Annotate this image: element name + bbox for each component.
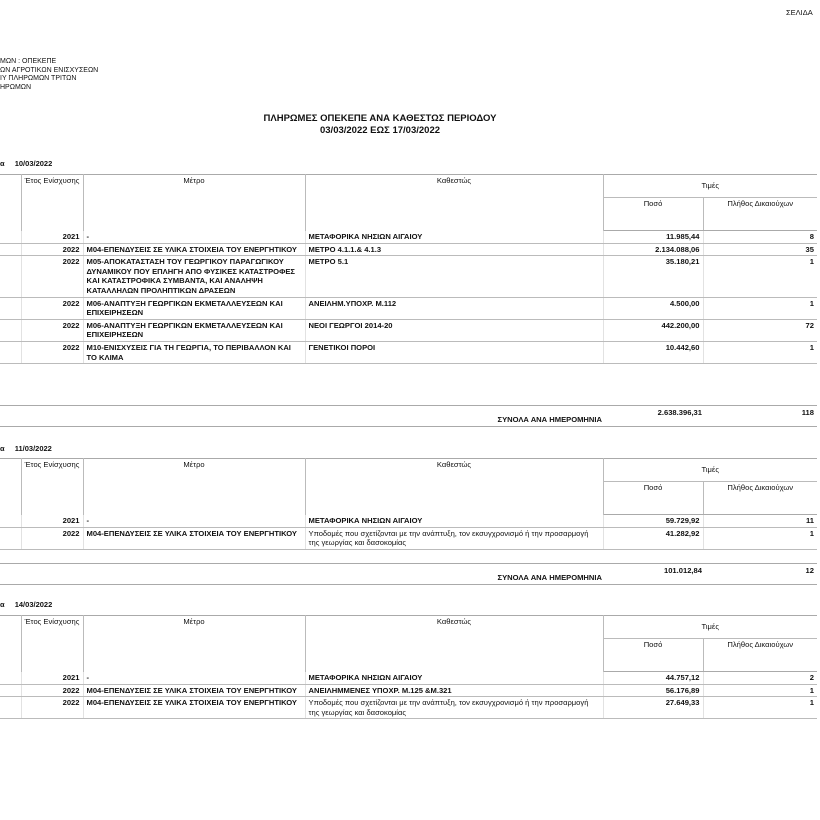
cell-count: 1	[703, 341, 817, 363]
date-prefix: α	[0, 600, 5, 609]
totals-label: ΣΥΝΟΛΑ ΑΝΑ ΗΜΕΡΟΜΗΝΙΑ	[0, 564, 605, 585]
cell-count: 72	[703, 319, 817, 341]
cell-scheme: ΓΕΝΕΤΙΚΟΙ ΠΟΡΟΙ	[305, 341, 603, 363]
cell-count: 1	[703, 527, 817, 549]
cell-measure: Μ06-ΑΝΑΠΤΥΞΗ ΓΕΩΡΓΙΚΩΝ ΕΚΜΕΤΑΛΛΕΥΣΕΩΝ ΚΑΙ ΕΠΙΧΕΙΡΗΣΕΩΝ	[83, 319, 305, 341]
table-row	[0, 697, 817, 719]
organization-header	[0, 58, 98, 92]
cell-year: 2022	[21, 527, 83, 549]
header-year: Έτος Ενίσχυσης	[21, 616, 83, 672]
table-row	[0, 341, 817, 363]
page-label: ΣΕΛΙΔΑ	[786, 8, 813, 17]
cell-amount: 442.200,00	[603, 319, 703, 341]
date-prefix: α	[0, 444, 5, 453]
cell-amount: 2.134.088,06	[603, 243, 703, 256]
cell-count: 2	[703, 672, 817, 685]
header-blank	[0, 616, 21, 672]
cell-scheme: ΑΝΕΙΛΗΜΜΕΝΕΣ ΥΠΟΧΡ. Μ.125 &Μ.321	[305, 684, 603, 697]
cell-count: 35	[703, 243, 817, 256]
cell-year: 2022	[21, 341, 83, 363]
header-count: Πλήθος Δικαιούχων	[703, 198, 817, 231]
header-count: Πλήθος Δικαιούχων	[703, 639, 817, 672]
cell-amount: 44.757,12	[603, 672, 703, 685]
cell-scheme: ΜΕΤΡΟ 4.1.1.& 4.1.3	[305, 243, 603, 256]
cell-scheme: ΑΝΕΙΛΗΜ.ΥΠΟΧΡ. Μ.112	[305, 297, 603, 319]
header-amount: Ποσό	[603, 639, 703, 672]
table-header-row	[0, 616, 817, 639]
cell-amount: 27.649,33	[603, 697, 703, 719]
totals-row	[0, 563, 817, 585]
cell-year: 2021	[21, 231, 83, 244]
date-prefix: α	[0, 159, 5, 168]
table-header-row	[0, 175, 817, 198]
cell-amount: 41.282,92	[603, 527, 703, 549]
totals-label: ΣΥΝΟΛΑ ΑΝΑ ΗΜΕΡΟΜΗΝΙΑ	[0, 406, 605, 427]
cell-year: 2022	[21, 684, 83, 697]
date-group-label	[0, 600, 52, 609]
cell-measure: Μ04-ΕΠΕΝΔΥΣΕΙΣ ΣΕ ΥΛΙΚΑ ΣΤΟΙΧΕΙΑ ΤΟΥ ΕΝΕΡΓΗΤΙΚΟΥ	[83, 243, 305, 256]
cell-count: 1	[703, 697, 817, 719]
header-blank	[0, 175, 21, 231]
report-period: 03/03/2022 ΕΩΣ 17/03/2022	[319, 125, 441, 136]
header-count: Πλήθος Δικαιούχων	[703, 482, 817, 515]
cell-measure: Μ10-ΕΝΙΣΧΥΣΕΙΣ ΓΙΑ ΤΗ ΓΕΩΡΓΙΑ, ΤΟ ΠΕΡΙΒΑΛΛΟΝ ΚΑΙ ΤΟ ΚΛΙΜΑ	[83, 341, 305, 363]
cell-measure: -	[83, 515, 305, 528]
cell-count: 8	[703, 231, 817, 244]
totals-amount: 2.638.396,31	[605, 406, 705, 427]
header-amount: Ποσό	[603, 198, 703, 231]
date-value: 11/03/2022	[14, 444, 52, 453]
cell-year: 2022	[21, 319, 83, 341]
cell-amount: 59.729,92	[603, 515, 703, 528]
cell-scheme: ΜΕΤΑΦΟΡΙΚΑ ΝΗΣΙΩΝ ΑΙΓΑΙΟΥ	[305, 231, 603, 244]
table-row	[0, 256, 817, 297]
cell-measure: Μ04-ΕΠΕΝΔΥΣΕΙΣ ΣΕ ΥΛΙΚΑ ΣΤΟΙΧΕΙΑ ΤΟΥ ΕΝΕΡΓΗΤΙΚΟΥ	[83, 527, 305, 549]
cell-year: 2021	[21, 515, 83, 528]
date-group-label	[0, 444, 52, 453]
cell-scheme: Υποδομές που σχετίζονται με την ανάπτυξη, τον εκσυγχρονισμό ή την προσαρμογή της γεωργίας και δασοκομίας	[305, 697, 603, 719]
header-year: Έτος Ενίσχυσης	[21, 175, 83, 231]
cell-count: 1	[703, 297, 817, 319]
cell-scheme: ΜΕΤΡΟ 5.1	[305, 256, 603, 297]
totals-amount: 101.012,84	[605, 564, 705, 585]
payments-table	[0, 615, 817, 719]
header-amount: Ποσό	[603, 482, 703, 515]
header-measure: Μέτρο	[83, 175, 305, 231]
cell-amount: 56.176,89	[603, 684, 703, 697]
header-values: Τιμές	[603, 616, 817, 639]
org-line-3: ΙΥ ΠΛΗΡΩΜΩΝ ΤΡΙΤΩΝ	[0, 75, 77, 82]
cell-measure: -	[83, 231, 305, 244]
cell-measure: Μ04-ΕΠΕΝΔΥΣΕΙΣ ΣΕ ΥΛΙΚΑ ΣΤΟΙΧΕΙΑ ΤΟΥ ΕΝΕΡΓΗΤΙΚΟΥ	[83, 684, 305, 697]
header-values: Τιμές	[603, 175, 817, 198]
report-title: ΠΛΗΡΩΜΕΣ ΟΠΕΚΕΠΕ ΑΝΑ ΚΑΘΕΣΤΩΣ ΠΕΡΙΟΔΟΥ	[263, 113, 497, 124]
org-line-1: ΜΩΝ : ΟΠΕΚΕΠΕ	[0, 58, 57, 65]
cell-amount: 10.442,60	[603, 341, 703, 363]
date-group-label	[0, 159, 52, 168]
totals-row	[0, 405, 817, 427]
table-row	[0, 297, 817, 319]
header-scheme: Καθεστώς	[305, 175, 603, 231]
header-scheme: Καθεστώς	[305, 459, 603, 515]
cell-scheme: ΜΕΤΑΦΟΡΙΚΑ ΝΗΣΙΩΝ ΑΙΓΑΙΟΥ	[305, 672, 603, 685]
payments-table	[0, 458, 817, 550]
cell-amount: 35.180,21	[603, 256, 703, 297]
table-row	[0, 231, 817, 244]
totals-count: 118	[705, 406, 817, 427]
header-blank	[0, 459, 21, 515]
cell-year: 2022	[21, 243, 83, 256]
table-row	[0, 527, 817, 549]
header-scheme: Καθεστώς	[305, 616, 603, 672]
cell-measure: -	[83, 672, 305, 685]
header-year: Έτος Ενίσχυσης	[21, 459, 83, 515]
payments-table	[0, 174, 817, 364]
cell-measure: Μ06-ΑΝΑΠΤΥΞΗ ΓΕΩΡΓΙΚΩΝ ΕΚΜΕΤΑΛΛΕΥΣΕΩΝ ΚΑΙ ΕΠΙΧΕΙΡΗΣΕΩΝ	[83, 297, 305, 319]
header-measure: Μέτρο	[83, 459, 305, 515]
table-row	[0, 319, 817, 341]
date-value: 14/03/2022	[14, 600, 53, 609]
cell-scheme: ΜΕΤΑΦΟΡΙΚΑ ΝΗΣΙΩΝ ΑΙΓΑΙΟΥ	[305, 515, 603, 528]
cell-count: 11	[703, 515, 817, 528]
cell-count: 1	[703, 256, 817, 297]
header-measure: Μέτρο	[83, 616, 305, 672]
cell-measure: Μ05-ΑΠΟΚΑΤΑΣΤΑΣΗ ΤΟΥ ΓΕΩΡΓΙΚΟΥ ΠΑΡΑΓΩΓΙΚΟΥ ΔΥΝΑΜΙΚΟΥ ΠΟΥ ΕΠΛΗΓΗ ΑΠΟ ΦΥΣΙΚΕΣ ΚΑΤΑΣΤΡΟΦΕΣ ΚΑΙ ΚΑΤΑΣΤΡΟΦΙΚΑ ΣΥΜΒΑΝΤΑ, ΚΑΙ ΑΝΑΛΗΨΗ ΚΑΤΑΛΛΗΛΩΝ ΠΡΟΛΗΠΤΙΚΩΝ ΔΡΑΣΕΩΝ	[83, 256, 305, 297]
cell-amount: 11.985,44	[603, 231, 703, 244]
table-header-row	[0, 459, 817, 482]
org-line-4: ΗΡΩΜΩΝ	[0, 83, 32, 91]
cell-year: 2022	[21, 297, 83, 319]
cell-amount: 4.500,00	[603, 297, 703, 319]
cell-year: 2021	[21, 672, 83, 685]
cell-year: 2022	[21, 697, 83, 719]
cell-scheme: ΝΕΟΙ ΓΕΩΡΓΟΙ 2014-20	[305, 319, 603, 341]
cell-year: 2022	[21, 256, 83, 297]
header-values: Τιμές	[603, 459, 817, 482]
cell-scheme: Υποδομές που σχετίζονται με την ανάπτυξη, τον εκσυγχρονισμό ή την προσαρμογή της γεωργίας και δασοκομίας	[305, 527, 603, 549]
table-row	[0, 515, 817, 528]
cell-count: 1	[703, 684, 817, 697]
table-row	[0, 684, 817, 697]
table-row	[0, 243, 817, 256]
totals-count: 12	[705, 564, 817, 585]
cell-measure: Μ04-ΕΠΕΝΔΥΣΕΙΣ ΣΕ ΥΛΙΚΑ ΣΤΟΙΧΕΙΑ ΤΟΥ ΕΝΕΡΓΗΤΙΚΟΥ	[83, 697, 305, 719]
date-value: 10/03/2022	[14, 159, 53, 168]
org-line-2: ΩΝ ΑΓΡΟΤΙΚΩΝ ΕΝΙΣΧΥΣΕΩΝ	[0, 66, 99, 74]
table-row	[0, 672, 817, 685]
